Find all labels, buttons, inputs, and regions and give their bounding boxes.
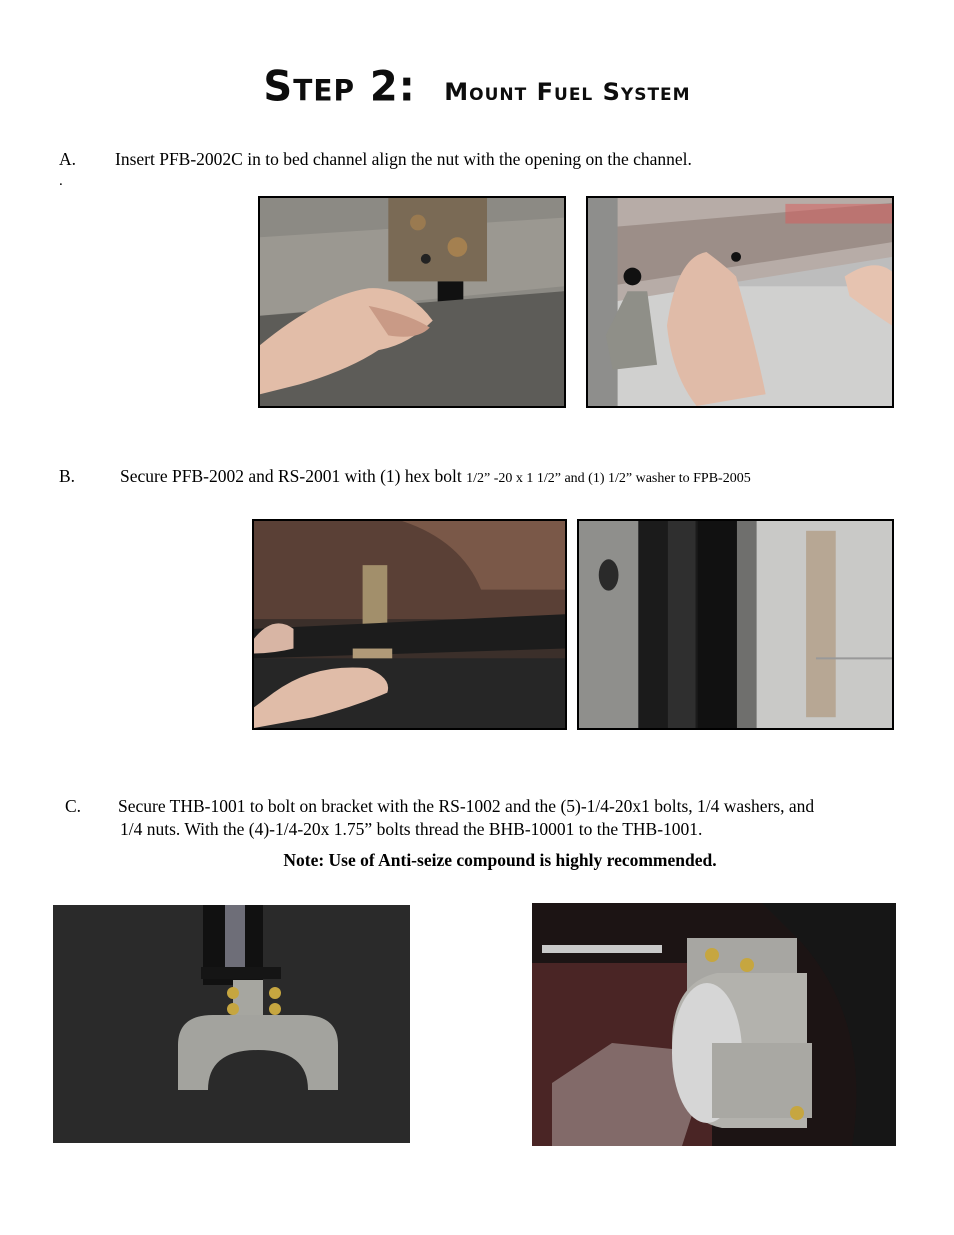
step-a-letter: A. [59, 149, 77, 169]
step-c-letter: C. [65, 796, 82, 816]
step-c-line2: 1/4 nuts. With the (4)-1/4-20x 1.75” bolts thread the BHB-10001 to the THB-1001. [120, 819, 703, 839]
step-a-text: Insert PFB-2002C in to bed channel align the nut with the opening on the channel. [115, 149, 692, 169]
step-a-trailing-dot: . [59, 173, 63, 189]
step-a [59, 149, 692, 170]
step-c [65, 796, 814, 817]
step-c-continued [120, 819, 702, 840]
photo-hand-inserting-bracket-into-channel [258, 196, 566, 408]
photo-bolt-through-bracket-plate [252, 519, 567, 730]
step-c-line1: Secure THB-1001 to bolt on bracket with the RS-1002 and the (5)-1/4-20x1 bolts, 1/4 washers, and [118, 796, 815, 816]
step-b-letter: B. [59, 466, 76, 486]
page-title [0, 64, 954, 110]
step-b [59, 466, 751, 487]
anti-seize-note: Note: Use of Anti-seize compound is highly recommended. [283, 850, 717, 870]
step-subheading: Mount Fuel System [444, 78, 691, 106]
photo-hands-aligning-nut-in-channel [586, 196, 894, 408]
photo-bracket-mounted-in-bed [577, 519, 894, 730]
photo-tank-hold-bracket-assembly [53, 905, 410, 1143]
step-b-spec: 1/2” -20 x 1 1/2” and (1) 1/2” washer to FPB-2005 [466, 471, 751, 486]
step-b-text: Secure PFB-2002 and RS-2001 with (1) hex bolt [120, 466, 467, 486]
photo-bracket-clamp-installed [532, 903, 896, 1146]
step-heading: Step 2: [263, 62, 416, 112]
